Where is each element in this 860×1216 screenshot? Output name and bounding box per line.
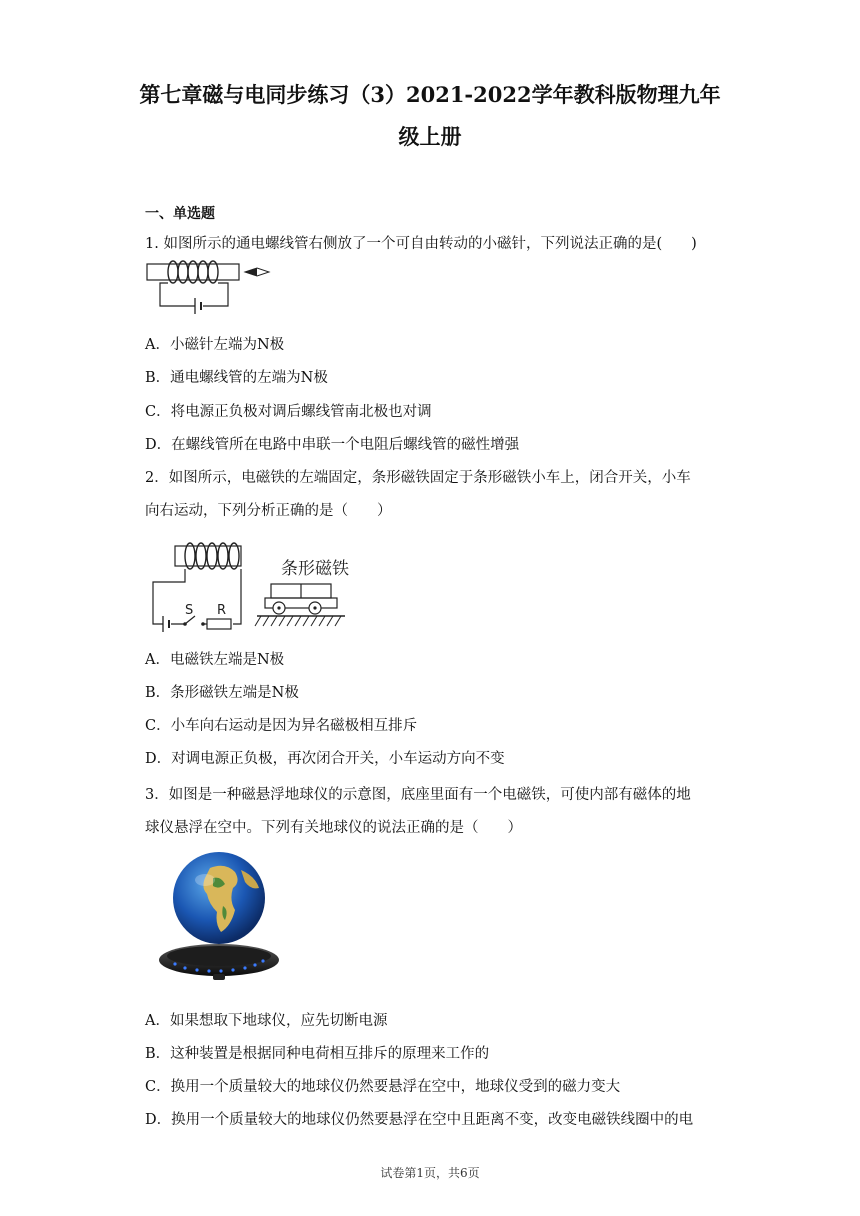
q3-option-d: D．换用一个质量较大的地球仪仍然要悬浮在空中且距离不变，改变电磁铁线圈中的电 — [145, 1112, 694, 1128]
q2-stem-line-2: 向右运动，下列分析正确的是（ ） — [145, 503, 392, 519]
q1-stem: 1. 如图所示的通电螺线管右侧放了一个可自由转动的小磁针，下列说法正确的是( ) — [145, 236, 697, 252]
q3-stem-line-2: 球仪悬浮在空中。下列有关地球仪的说法正确的是（ ） — [145, 820, 522, 836]
document-title — [100, 74, 760, 158]
switch-label: S — [185, 603, 194, 618]
q3-option-b: B．这种装置是根据同种电荷相互排斥的原理来工作的 — [145, 1046, 490, 1062]
q3-stem-line-1: 3．如图是一种磁悬浮地球仪的示意图，底座里面有一个电磁铁，可使内部有磁体的地 — [145, 787, 691, 803]
page-footer: 试卷第1页，共6页 — [380, 1166, 480, 1180]
q2-stem-line-1: 2．如图所示，电磁铁的左端固定，条形磁铁固定于条形磁铁小车上，闭合开关，小车 — [145, 470, 691, 486]
resistor-label: R — [217, 603, 227, 618]
q1-option-a: A．小磁针左端为N极 — [145, 337, 285, 353]
maglev-globe-image — [155, 848, 285, 988]
q1-option-d: D．在螺线管所在电路中串联一个电阻后螺线管的磁性增强 — [145, 437, 520, 453]
q3-option-c: C．换用一个质量较大的地球仪仍然要悬浮在空中，地球仪受到的磁力变大 — [145, 1079, 621, 1095]
q2-option-d: D．对调电源正负极，再次闭合开关，小车运动方向不变 — [145, 751, 505, 767]
electromagnet-cart-figure — [145, 540, 365, 635]
title-line-2: 级上册 — [398, 124, 462, 149]
q1-option-c: C．将电源正负极对调后螺线管南北极也对调 — [145, 404, 432, 420]
q2-option-b: B．条形磁铁左端是N极 — [145, 685, 299, 701]
q1-option-b: B．通电螺线管的左端为N极 — [145, 370, 328, 386]
bar-magnet-label: 条形磁铁 — [281, 559, 349, 579]
q2-option-a: A．电磁铁左端是N极 — [145, 652, 285, 668]
solenoid-figure — [145, 258, 275, 318]
q3-option-a: A．如果想取下地球仪，应先切断电源 — [145, 1013, 388, 1029]
section-heading: 一、单选题 — [145, 206, 215, 222]
title-line-1: 第七章磁与电同步练习（3）2021-2022学年教科版物理九年 — [139, 82, 721, 107]
q2-option-c: C．小车向右运动是因为异名磁极相互排斥 — [145, 718, 418, 734]
